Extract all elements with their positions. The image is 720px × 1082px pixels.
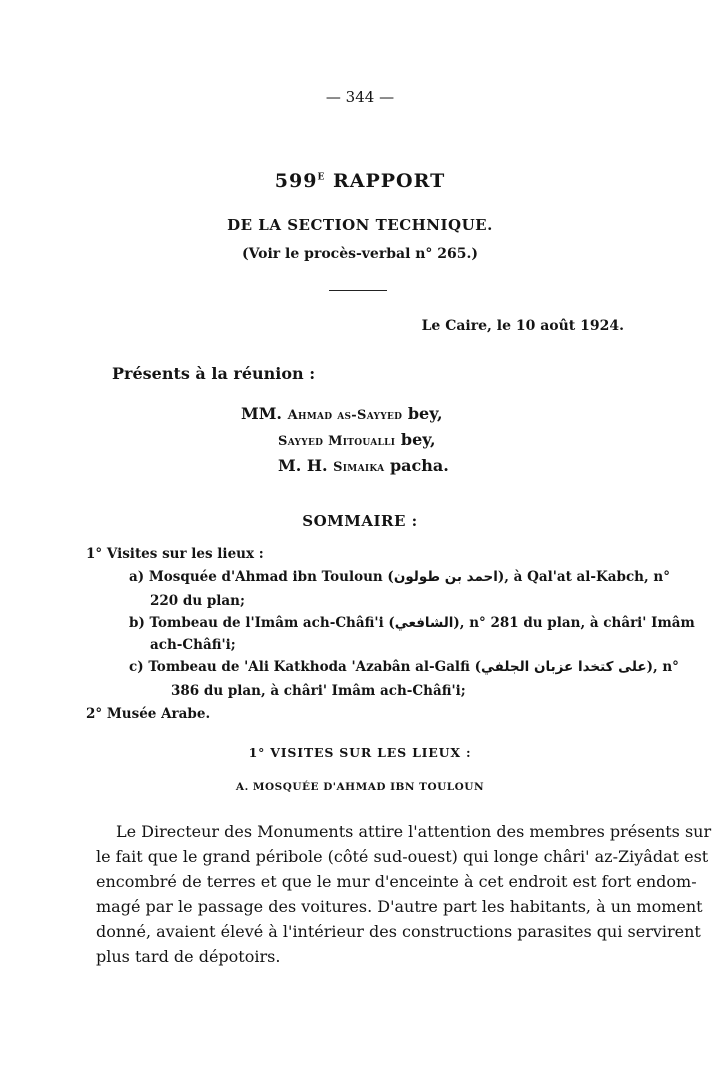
member-prefix: M. H. (278, 456, 334, 475)
member-name: Simaika (333, 460, 385, 475)
member-title: bey, (402, 404, 443, 423)
arabic-name: احمد بن طولون (393, 569, 498, 585)
section-heading: 1° VISITES SUR LES LIEUX : (248, 745, 472, 760)
sommaire-item-visites: 1° Visites sur les lieux : (86, 546, 264, 562)
paragraph-line: plus tard de dépotoirs. (96, 947, 281, 966)
paragraph-line: donné, avaient élevé à l'intérieur des constructions parasites qui servirent (96, 922, 701, 941)
subitem-text: Tombeau de l'Imâm ach-Châfi'i ( (149, 615, 395, 631)
sommaire-subitem-a-continuation: 220 du plan; (150, 593, 245, 609)
date-line: Le Caire, le 10 août 1924. (421, 318, 624, 334)
sommaire-subitem-c-continuation: 386 du plan, à châri' Imâm ach-Châfi'i; (171, 683, 466, 699)
subitem-letter: a) (129, 569, 145, 585)
subitem-text: Tombeau de 'Ali Katkhoda 'Azabân al-Galfi ( (148, 659, 481, 675)
member-title: pacha. (384, 456, 449, 475)
paragraph-line: magé par le passage des voitures. D'autre part les habitants, à un moment (96, 897, 703, 916)
report-number: 599 (274, 170, 318, 192)
sommaire-subitem-b (129, 615, 695, 631)
subsection-heading: A. MOSQUÉE D'AHMAD IBN TOULOUN (235, 781, 485, 793)
sommaire-subitem-b-continuation: ach-Châfi'i; (150, 637, 236, 653)
paragraph-line: Le Directeur des Monuments attire l'attention des membres présents sur (116, 822, 712, 841)
subitem-text-after: ), n° (646, 659, 679, 675)
member-prefix: MM. (241, 404, 288, 423)
member-line (278, 430, 436, 449)
sommaire-subitem-a (129, 569, 670, 585)
member-name: Ahmad as-Sayyed (287, 408, 403, 423)
member-line (241, 404, 443, 423)
sommaire-title: SOMMAIRE : (302, 512, 418, 530)
report-title (0, 170, 720, 192)
subitem-text: Mosquée d'Ahmad ibn Touloun ( (148, 569, 394, 585)
paragraph-line: le fait que le grand péribole (côté sud-ouest) qui longe châri' az-Ziyâdat est (96, 847, 709, 866)
paragraph-line: encombré de terres et que le mur d'enceinte à cet endroit est fort endom- (96, 872, 697, 891)
arabic-name: على كتخدا عزبان الجلفي (480, 659, 647, 675)
arabic-name: الشافعي (394, 615, 454, 631)
subitem-letter: b) (129, 615, 145, 631)
subitem-text-after: ), n° 281 du plan, à châri' Imâm (453, 615, 695, 631)
subitem-letter: c) (129, 659, 144, 675)
member-line (278, 456, 449, 475)
section-title: DE LA SECTION TECHNIQUE. (227, 216, 493, 234)
sommaire-item-musee: 2° Musée Arabe. (86, 706, 211, 722)
divider-rule (329, 290, 387, 291)
report-word: RAPPORT (332, 170, 446, 192)
subitem-text-after: ), à Qal'at al-Kabch, n° (497, 569, 670, 585)
member-title: bey, (395, 430, 436, 449)
member-name: Sayyed Mitoualli (278, 434, 396, 449)
attendance-label: Présents à la réunion : (112, 364, 316, 383)
sommaire-subitem-c (129, 659, 679, 675)
proces-verbal-reference: (Voir le procès-verbal n° 265.) (241, 246, 479, 262)
report-number-superscript: E (317, 172, 326, 183)
page-number: — 344 — (325, 88, 395, 106)
